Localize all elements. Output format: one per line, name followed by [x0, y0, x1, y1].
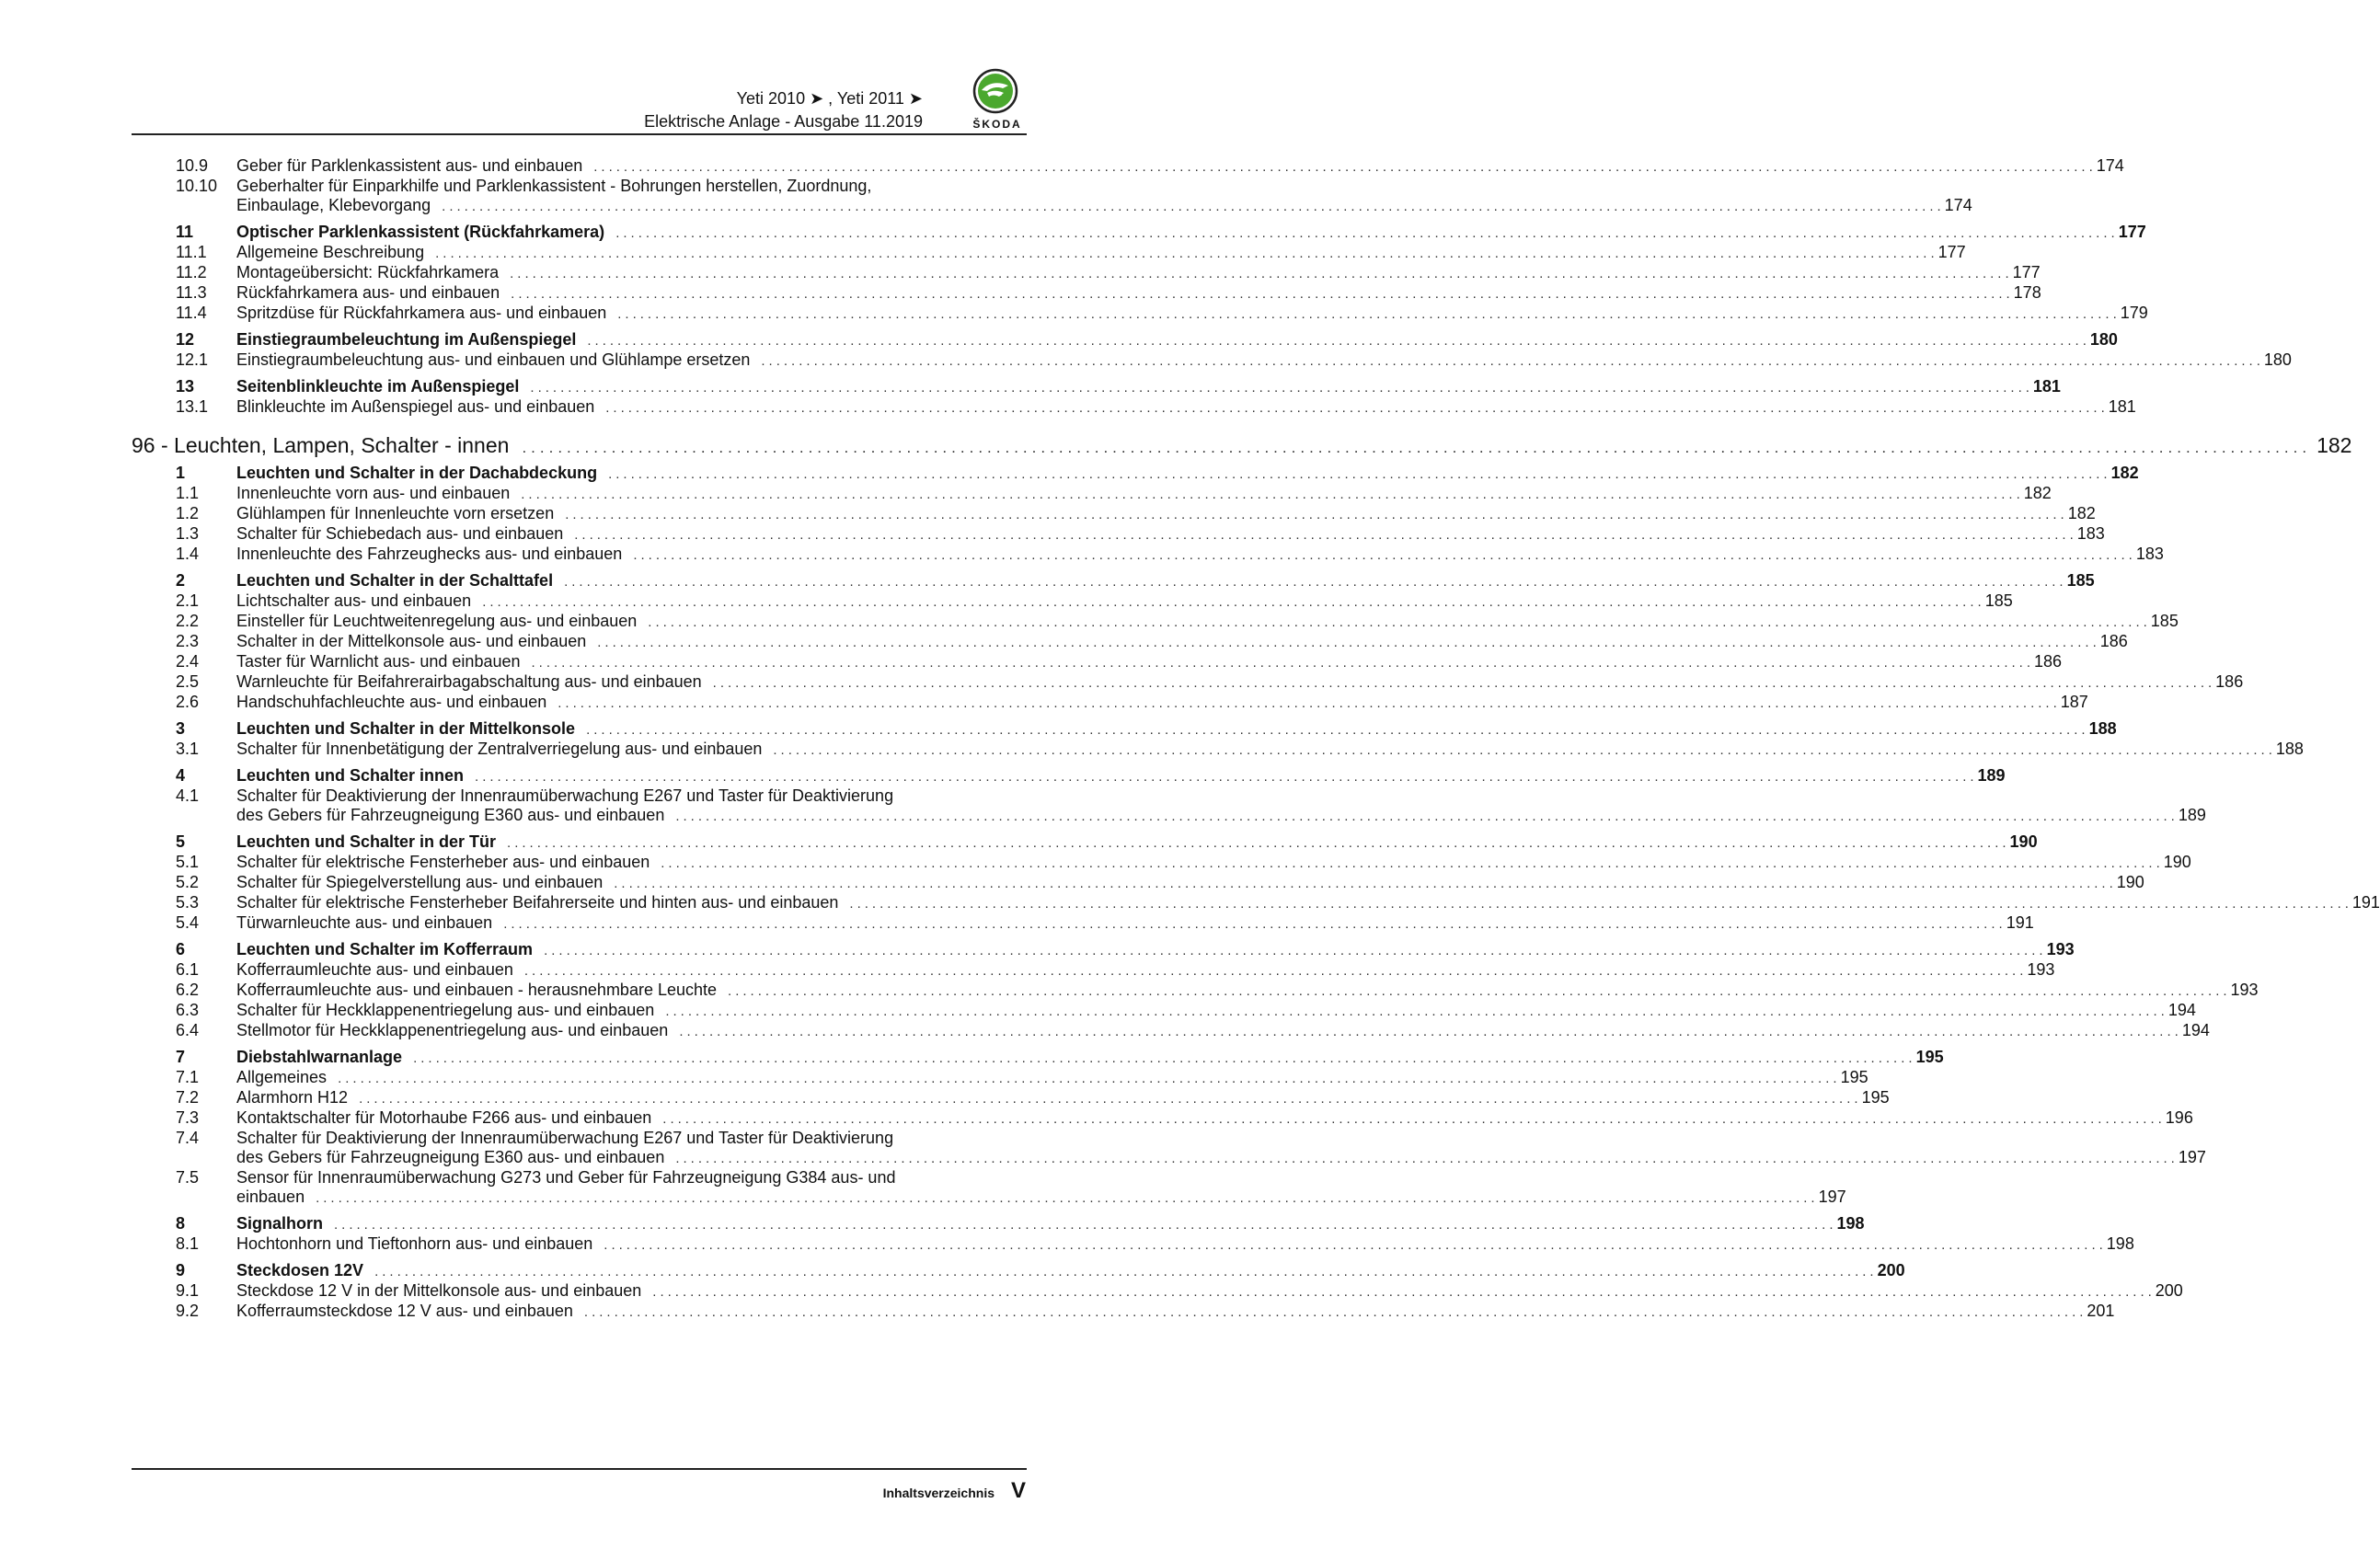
toc-entry-title: Kofferraumleuchte aus- und einbauen - herausnehmbare Leuchte	[236, 981, 718, 999]
dot-leader: ........................................................................................................................................................................................................	[316, 1190, 1819, 1206]
toc-entry-number: 6.3	[176, 1001, 200, 1019]
toc-entry[interactable]	[132, 1001, 2196, 1021]
toc-entry-page: 181	[2032, 377, 2061, 396]
toc-entry-page: 180	[2263, 350, 2292, 369]
toc-entry-number: 5.1	[176, 853, 200, 871]
dot-leader: ........................................................................................................................................................................................................	[510, 266, 2013, 281]
toc-entry[interactable]	[132, 283, 2041, 304]
toc-entry-number: 3	[176, 719, 186, 738]
dot-leader: ........................................................................................................................................................................................................	[615, 225, 2119, 241]
toc-entry-number: 7	[176, 1048, 186, 1066]
dot-leader: ........................................................................................................................................................................................................	[558, 695, 2061, 711]
toc-entry-number: 2.4	[176, 652, 200, 671]
toc-entry-title: Diebstahlwarnanlage	[236, 1048, 403, 1066]
dot-leader: ........................................................................................................................................................................................................	[679, 1024, 2182, 1039]
toc-entry-page: 182	[2110, 464, 2139, 482]
toc-entry[interactable]	[132, 524, 2105, 545]
toc-entry-title: Schalter für Heckklappenentriegelung aus- und einbauen	[236, 1001, 655, 1019]
toc-entry-number: 11.4	[176, 304, 207, 322]
toc-entry-title: Einbaulage, Klebevorgang	[236, 196, 431, 214]
toc-entry-number: 9	[176, 1261, 186, 1279]
toc-entry-title: Leuchten und Schalter im Kofferraum	[236, 940, 534, 958]
dot-leader: ........................................................................................................................................................................................................	[712, 675, 2216, 691]
toc-entry-title: Allgemeine Beschreibung	[236, 243, 425, 261]
toc-entry-page: 191	[2351, 893, 2380, 912]
toc-entry-page: 181	[2108, 397, 2136, 416]
toc-entry-page: 186	[2215, 672, 2244, 691]
toc-entry-page: 178	[2013, 283, 2041, 302]
toc-entry-number: 2.6	[176, 693, 200, 711]
dot-leader: ........................................................................................................................................................................................................	[608, 466, 2111, 482]
toc-entry-number: 6.2	[176, 981, 200, 999]
dot-leader: ........................................................................................................................................................................................................	[728, 983, 2231, 999]
toc-entry-title: Hochtonhorn und Tieftonhorn aus- und einbauen	[236, 1234, 593, 1253]
toc-entry-page: 185	[2066, 571, 2095, 590]
toc-entry[interactable]	[132, 960, 2055, 981]
toc-entry[interactable]	[132, 263, 2041, 283]
dot-leader: ........................................................................................................................................................................................................	[523, 963, 2028, 979]
toc-entry[interactable]	[132, 504, 2096, 524]
toc-entry-page: 194	[2181, 1021, 2210, 1039]
toc-entry-title: Kofferraumleuchte aus- und einbauen	[236, 960, 513, 979]
toc-entry-number: 2	[176, 571, 186, 590]
toc-entry-number: 11	[176, 223, 194, 241]
toc-entry-page: 190	[2116, 873, 2144, 891]
dot-leader: ........................................................................................................................................................................................................	[503, 916, 2006, 932]
toc-entry-page: 200	[1877, 1261, 1905, 1279]
toc-entry-title: Schalter für elektrische Fensterheber aus- und einbauen	[236, 853, 650, 871]
toc-entry-number: 10.9	[176, 156, 209, 175]
toc-entry-title: Lichtschalter aus- und einbauen	[236, 591, 472, 610]
toc-entry[interactable]	[132, 545, 2164, 565]
toc-entry-title: Alarmhorn H12	[236, 1088, 349, 1107]
toc-entry-title: Stellmotor für Heckklappenentriegelung aus- und einbauen	[236, 1021, 669, 1039]
toc-entry-title: Einsteller für Leuchtweitenregelung aus- und einbauen	[236, 612, 638, 630]
toc-entry-number: 2.5	[176, 672, 200, 691]
dot-leader: ........................................................................................................................................................................................................	[849, 896, 2352, 912]
toc-entry-page: 197	[2178, 1148, 2206, 1166]
dot-leader: ........................................................................................................................................................................................................	[583, 1304, 2087, 1320]
toc-entry-page: 201	[2087, 1302, 2115, 1320]
toc-entry-number: 5.2	[176, 873, 200, 891]
toc-entry-page: 188	[2088, 719, 2117, 738]
dot-leader: ........................................................................................................................................................................................................	[507, 835, 2010, 851]
toc-entry[interactable]	[132, 940, 2075, 960]
toc-entry-number: 2.1	[176, 591, 200, 610]
toc-entry[interactable]	[132, 571, 2095, 591]
toc-entry[interactable]	[132, 832, 2038, 853]
skoda-logo-text: ŠKODA	[972, 118, 1022, 131]
dot-leader: ........................................................................................................................................................................................................	[374, 1264, 1878, 1279]
dot-leader: ........................................................................................................................................................................................................	[475, 769, 1978, 785]
toc-entry-number: 9.2	[176, 1302, 200, 1320]
toc-entry-page: 177	[2118, 223, 2146, 241]
toc-entry[interactable]	[132, 591, 2013, 612]
toc-entry[interactable]	[132, 397, 2136, 418]
toc-entry-page: 177	[1937, 243, 1966, 261]
dot-leader: ........................................................................................................................................................................................................	[605, 400, 2109, 416]
toc-entry[interactable]	[132, 243, 1966, 263]
toc-entry[interactable]	[132, 1261, 1905, 1281]
toc-entry-number: 8.1	[176, 1234, 200, 1253]
toc-entry-number: 12	[176, 330, 195, 349]
toc-entry-number: 7.3	[176, 1108, 200, 1127]
toc-entry-number: 11.1	[176, 243, 207, 261]
toc-entry-page: 200	[2155, 1281, 2183, 1300]
dot-leader: ........................................................................................................................................................................................................	[661, 855, 2164, 871]
toc-entry[interactable]	[132, 156, 2124, 177]
toc-entry[interactable]	[132, 1234, 2134, 1255]
dot-leader: ........................................................................................................................................................................................................	[648, 614, 2151, 630]
toc-entry[interactable]	[132, 177, 1972, 216]
header-divider	[132, 133, 1027, 135]
dot-leader: ........................................................................................................................................................................................................	[413, 1050, 1916, 1066]
toc-entry[interactable]	[132, 766, 2006, 786]
dot-leader: ........................................................................................................................................................................................................	[597, 635, 2100, 650]
toc-entry-page: 174	[2096, 156, 2124, 175]
dot-leader: ........................................................................................................................................................................................................	[604, 1237, 2107, 1253]
toc-entry[interactable]	[132, 1108, 2193, 1129]
toc-entry-page: 186	[2034, 652, 2063, 671]
toc-entry-number: 13	[176, 377, 195, 396]
toc-entry-title: Steckdosen 12V	[236, 1261, 364, 1279]
toc-entry[interactable]	[132, 1068, 1868, 1088]
toc-entry-number: 1.1	[176, 484, 200, 502]
footer-page-number: V	[1010, 1478, 1026, 1503]
chapter-title: 96 - Leuchten, Lampen, Schalter - innen	[132, 433, 510, 457]
toc-entry-page: 174	[1944, 196, 1972, 214]
toc-entry[interactable]	[132, 632, 2128, 652]
toc-entry-title: Kontaktschalter für Motorhaube F266 aus- und einbauen	[236, 1108, 652, 1127]
toc-entry[interactable]	[132, 652, 2063, 672]
toc-entry-page: 187	[2060, 693, 2088, 711]
toc-entry-title: Einstiegraumbeleuchtung aus- und einbauen und Glühlampe ersetzen	[236, 350, 751, 369]
toc-entry-title: Türwarnleuchte aus- und einbauen	[236, 913, 493, 932]
toc-entry-page: 189	[2178, 806, 2206, 824]
toc-entry-number: 8	[176, 1214, 186, 1233]
toc-entry-page: 177	[2012, 263, 2041, 281]
dot-leader: ........................................................................................................................................................................................................	[652, 1284, 2156, 1300]
toc-entry-number: 6.4	[176, 1021, 200, 1039]
toc-entry-title: Leuchten und Schalter in der Tür	[236, 832, 497, 851]
toc-entry-page: 179	[2120, 304, 2148, 322]
toc-entry-page: 183	[2135, 545, 2164, 563]
dot-leader: ........................................................................................................................................................................................................	[435, 246, 1938, 261]
dot-leader: ........................................................................................................................................................................................................	[587, 333, 2090, 349]
toc-entry-title: Schalter für Innenbetätigung der Zentralverriegelung aus- und einbauen	[236, 740, 763, 758]
dot-leader: ........................................................................................................................................................................................................	[574, 527, 2077, 543]
dot-leader: ........................................................................................................................................................................................................	[511, 286, 2014, 302]
dot-leader: ........................................................................................................................................................................................................	[773, 742, 2276, 758]
toc-entry-number: 11.2	[176, 263, 207, 281]
toc-entry-title: Glühlampen für Innenleuchte vorn ersetzen	[236, 504, 555, 522]
toc-entry-page: 189	[1977, 766, 2006, 785]
toc-entry-title: Leuchten und Schalter innen	[236, 766, 465, 785]
toc-entry-title: Allgemeines	[236, 1068, 328, 1086]
toc-entry-number: 5	[176, 832, 186, 851]
toc-entry[interactable]	[132, 719, 2117, 740]
dot-leader: ........................................................................................................................................................................................................	[586, 722, 2089, 738]
toc-entry-page: 182	[2023, 484, 2052, 502]
toc-entry-page: 195	[1861, 1088, 1890, 1107]
dot-leader: ........................................................................................................................................................................................................	[564, 574, 2067, 590]
toc-entry[interactable]	[132, 1281, 2183, 1302]
dot-leader: ........................................................................................................................................................................................................	[442, 199, 1945, 214]
toc-entry-page: 183	[2076, 524, 2105, 543]
toc-entry[interactable]	[132, 223, 2146, 243]
toc-entry-title: Schalter in der Mittelkonsole aus- und einbauen	[236, 632, 587, 650]
toc-entry-title: Innenleuchte des Fahrzeughecks aus- und einbauen	[236, 545, 623, 563]
dot-leader: ........................................................................................................................................................................................................	[338, 1071, 1841, 1086]
toc-entry-number: 7.1	[176, 1068, 200, 1086]
toc-entry-title: des Gebers für Fahrzeugneigung E360 aus- und einbauen	[236, 1148, 665, 1166]
toc-entry[interactable]	[132, 1048, 1944, 1068]
toc-entry[interactable]	[132, 1302, 2115, 1322]
toc-entry-number: 6	[176, 940, 186, 958]
toc-entry-page: 194	[2167, 1001, 2196, 1019]
toc-entry-title: Leuchten und Schalter in der Dachabdeckung	[236, 464, 598, 482]
toc-entry-page: 188	[2275, 740, 2304, 758]
toc-entry[interactable]	[132, 330, 2118, 350]
toc-entry-number: 5.4	[176, 913, 200, 932]
toc-entry-page: 180	[2089, 330, 2118, 349]
toc-entry-number: 7.5	[176, 1168, 200, 1187]
toc-entry-number: 4.1	[176, 786, 200, 805]
toc-entry[interactable]	[132, 350, 2292, 371]
toc-entry-title: Leuchten und Schalter in der Mittelkonsole	[236, 719, 576, 738]
toc-entry-page: 191	[2006, 913, 2034, 932]
toc-entry[interactable]	[132, 1214, 1865, 1234]
toc-entry-title: Schalter für Spiegelverstellung aus- und einbauen	[236, 873, 604, 891]
toc-entry[interactable]	[132, 464, 2139, 484]
dot-leader: ........................................................................................................................................................................................................	[544, 943, 2047, 958]
toc-entry-title: Leuchten und Schalter in der Schalttafel	[236, 571, 554, 590]
chapter-page: 182	[2317, 433, 2352, 457]
toc-entry[interactable]	[132, 981, 2259, 1001]
dot-leader: ........................................................................................................................................................................................................	[617, 306, 2121, 322]
toc-entry[interactable]	[132, 1088, 1890, 1108]
toc-entry[interactable]	[132, 304, 2148, 324]
dot-leader: ........................................................................................................................................................................................................	[521, 487, 2024, 502]
toc-entry[interactable]	[132, 1021, 2210, 1041]
toc-entry-title: Montageübersicht: Rückfahrkamera	[236, 263, 500, 281]
toc-entry-title: Schalter für Schiebedach aus- und einbauen	[236, 524, 564, 543]
toc-entry[interactable]	[132, 853, 2191, 873]
toc-entry-title: Schalter für Deaktivierung der Innenraumüberwachung E267 und Taster für Deaktivierung	[236, 786, 894, 805]
toc-entry-title: Taster für Warnlicht aus- und einbauen	[236, 652, 521, 671]
dot-leader: ........................................................................................................................................................................................................	[530, 380, 2033, 396]
toc-entry-page: 190	[2163, 853, 2191, 871]
toc-entry-number: 5.3	[176, 893, 200, 912]
toc-entry[interactable]	[132, 913, 2034, 934]
toc-entry[interactable]	[132, 672, 2244, 693]
toc-entry-number: 9.1	[176, 1281, 200, 1300]
toc-entry-page: 195	[1915, 1048, 1944, 1066]
toc-entry-number: 1.4	[176, 545, 200, 563]
dot-leader: ........................................................................................................................................................................................................	[482, 594, 1985, 610]
toc-entry-number: 3.1	[176, 740, 200, 758]
toc-entry[interactable]	[132, 1129, 2206, 1168]
toc-entry-title: Geberhalter für Einparkhilfe und Parklenkassistent - Bohrungen herstellen, Zuordnung,	[236, 177, 872, 195]
toc-entry-title: Spritzdüse für Rückfahrkamera aus- und einbauen	[236, 304, 607, 322]
dot-leader: ........................................................................................................................................................................................................	[665, 1004, 2168, 1019]
toc-entry-title: Schalter für Deaktivierung der Innenraumüberwachung E267 und Taster für Deaktivierung	[236, 1129, 894, 1147]
toc-entry-number: 2.2	[176, 612, 200, 630]
toc-entry-number: 7.4	[176, 1129, 200, 1147]
footer-divider	[132, 1468, 1027, 1470]
toc-entry[interactable]	[132, 612, 2179, 632]
toc-entry-number: 4	[176, 766, 186, 785]
toc-entry[interactable]	[132, 377, 2061, 397]
toc-entry-page: 193	[2230, 981, 2259, 999]
dot-leader: ........................................................................................................................................................................................................	[593, 159, 2097, 175]
toc-entry-title: Handschuhfachleuchte aus- und einbauen	[236, 693, 547, 711]
toc-entry-page: 195	[1840, 1068, 1868, 1086]
toc-entry-title: Innenleuchte vorn aus- und einbauen	[236, 484, 511, 502]
toc-entry-title: Einstiegraumbeleuchtung im Außenspiegel	[236, 330, 577, 349]
toc-entry-page: 190	[2009, 832, 2038, 851]
dot-leader: ........................................................................................................................................................................................................	[614, 876, 2117, 891]
toc-entry-title: Schalter für elektrische Fensterheber Beifahrerseite und hinten aus- und einbauen	[236, 893, 839, 912]
dot-leader: ........................................................................................................................................................................................................	[359, 1091, 1862, 1107]
toc-entry-number: 1	[176, 464, 186, 482]
toc-entry-title: Signalhorn	[236, 1214, 323, 1233]
dot-leader: ........................................................................................................................................................................................................	[675, 809, 2179, 824]
toc-entry[interactable]	[132, 484, 2052, 504]
toc-entry-title: Geber für Parklenkassistent aus- und einbauen	[236, 156, 583, 175]
page-header	[0, 0, 1096, 133]
header-model-line: Yeti 2010 ➤ , Yeti 2011 ➤	[736, 89, 923, 108]
toc-entry-page: 182	[2067, 504, 2096, 522]
toc-entry-page: 196	[2165, 1108, 2193, 1127]
toc-entry-number: 11.3	[176, 283, 207, 302]
toc-entry-page: 197	[1818, 1188, 1846, 1206]
toc-entry-number: 10.10	[176, 177, 218, 195]
toc-entry-number: 1.2	[176, 504, 200, 522]
table-of-contents	[132, 156, 2380, 1322]
toc-entry-page: 185	[2150, 612, 2179, 630]
toc-entry-number: 1.3	[176, 524, 200, 543]
toc-entry-page: 185	[1984, 591, 2013, 610]
toc-entry-title: Optischer Parklenkassistent (Rückfahrkamera)	[236, 223, 605, 241]
toc-entry-number: 12.1	[176, 350, 209, 369]
toc-entry-title: Warnleuchte für Beifahrerairbagabschaltung aus- und einbauen	[236, 672, 702, 691]
skoda-logo-icon	[972, 68, 1019, 114]
toc-entry-title: Seitenblinkleuchte im Außenspiegel	[236, 377, 520, 396]
chapter-heading[interactable]	[132, 432, 2352, 461]
dot-leader: ........................................................................................................................................................................................................	[675, 1151, 2179, 1166]
toc-entry-page: 193	[2046, 940, 2075, 958]
dot-leader: ........................................................................................................................................................................................................	[334, 1217, 1837, 1233]
toc-entry[interactable]	[132, 786, 2206, 826]
toc-entry[interactable]	[132, 893, 2380, 913]
header-edition-line: Elektrische Anlage - Ausgabe 11.2019	[644, 112, 923, 131]
toc-entry-title: Sensor für Innenraumüberwachung G273 und Geber für Fahrzeugneigung G384 aus- und	[236, 1168, 896, 1187]
footer-label: Inhaltsverzeichnis	[882, 1486, 995, 1500]
toc-entry[interactable]	[132, 1168, 1846, 1208]
toc-entry-page: 193	[2027, 960, 2055, 979]
dot-leader: ........................................................................................................................................................................................................	[662, 1111, 2166, 1127]
toc-entry-title: Kofferraumsteckdose 12 V aus- und einbauen	[236, 1302, 573, 1320]
dot-leader: ........................................................................................................................................................................................................	[522, 439, 2312, 456]
toc-entry-title: Steckdose 12 V in der Mittelkonsole aus- und einbauen	[236, 1281, 642, 1300]
toc-entry-page: 186	[2099, 632, 2128, 650]
dot-leader: ........................................................................................................................................................................................................	[633, 547, 2136, 563]
toc-entry-page: 198	[1836, 1214, 1865, 1233]
toc-entry[interactable]	[132, 693, 2088, 713]
toc-entry-number: 6.1	[176, 960, 200, 979]
dot-leader: ........................................................................................................................................................................................................	[761, 353, 2264, 369]
dot-leader: ........................................................................................................................................................................................................	[565, 507, 2068, 522]
toc-entry-number: 2.3	[176, 632, 200, 650]
toc-entry-title: einbauen	[236, 1188, 305, 1206]
toc-entry-page: 198	[2106, 1234, 2134, 1253]
toc-entry-title: des Gebers für Fahrzeugneigung E360 aus- und einbauen	[236, 806, 665, 824]
dot-leader: ........................................................................................................................................................................................................	[531, 655, 2034, 671]
toc-entry-number: 7.2	[176, 1088, 200, 1107]
toc-entry-number: 13.1	[176, 397, 209, 416]
toc-entry-title: Blinkleuchte im Außenspiegel aus- und einbauen	[236, 397, 595, 416]
toc-entry[interactable]	[132, 873, 2144, 893]
toc-entry-title: Rückfahrkamera aus- und einbauen	[236, 283, 500, 302]
toc-entry[interactable]	[132, 740, 2304, 760]
